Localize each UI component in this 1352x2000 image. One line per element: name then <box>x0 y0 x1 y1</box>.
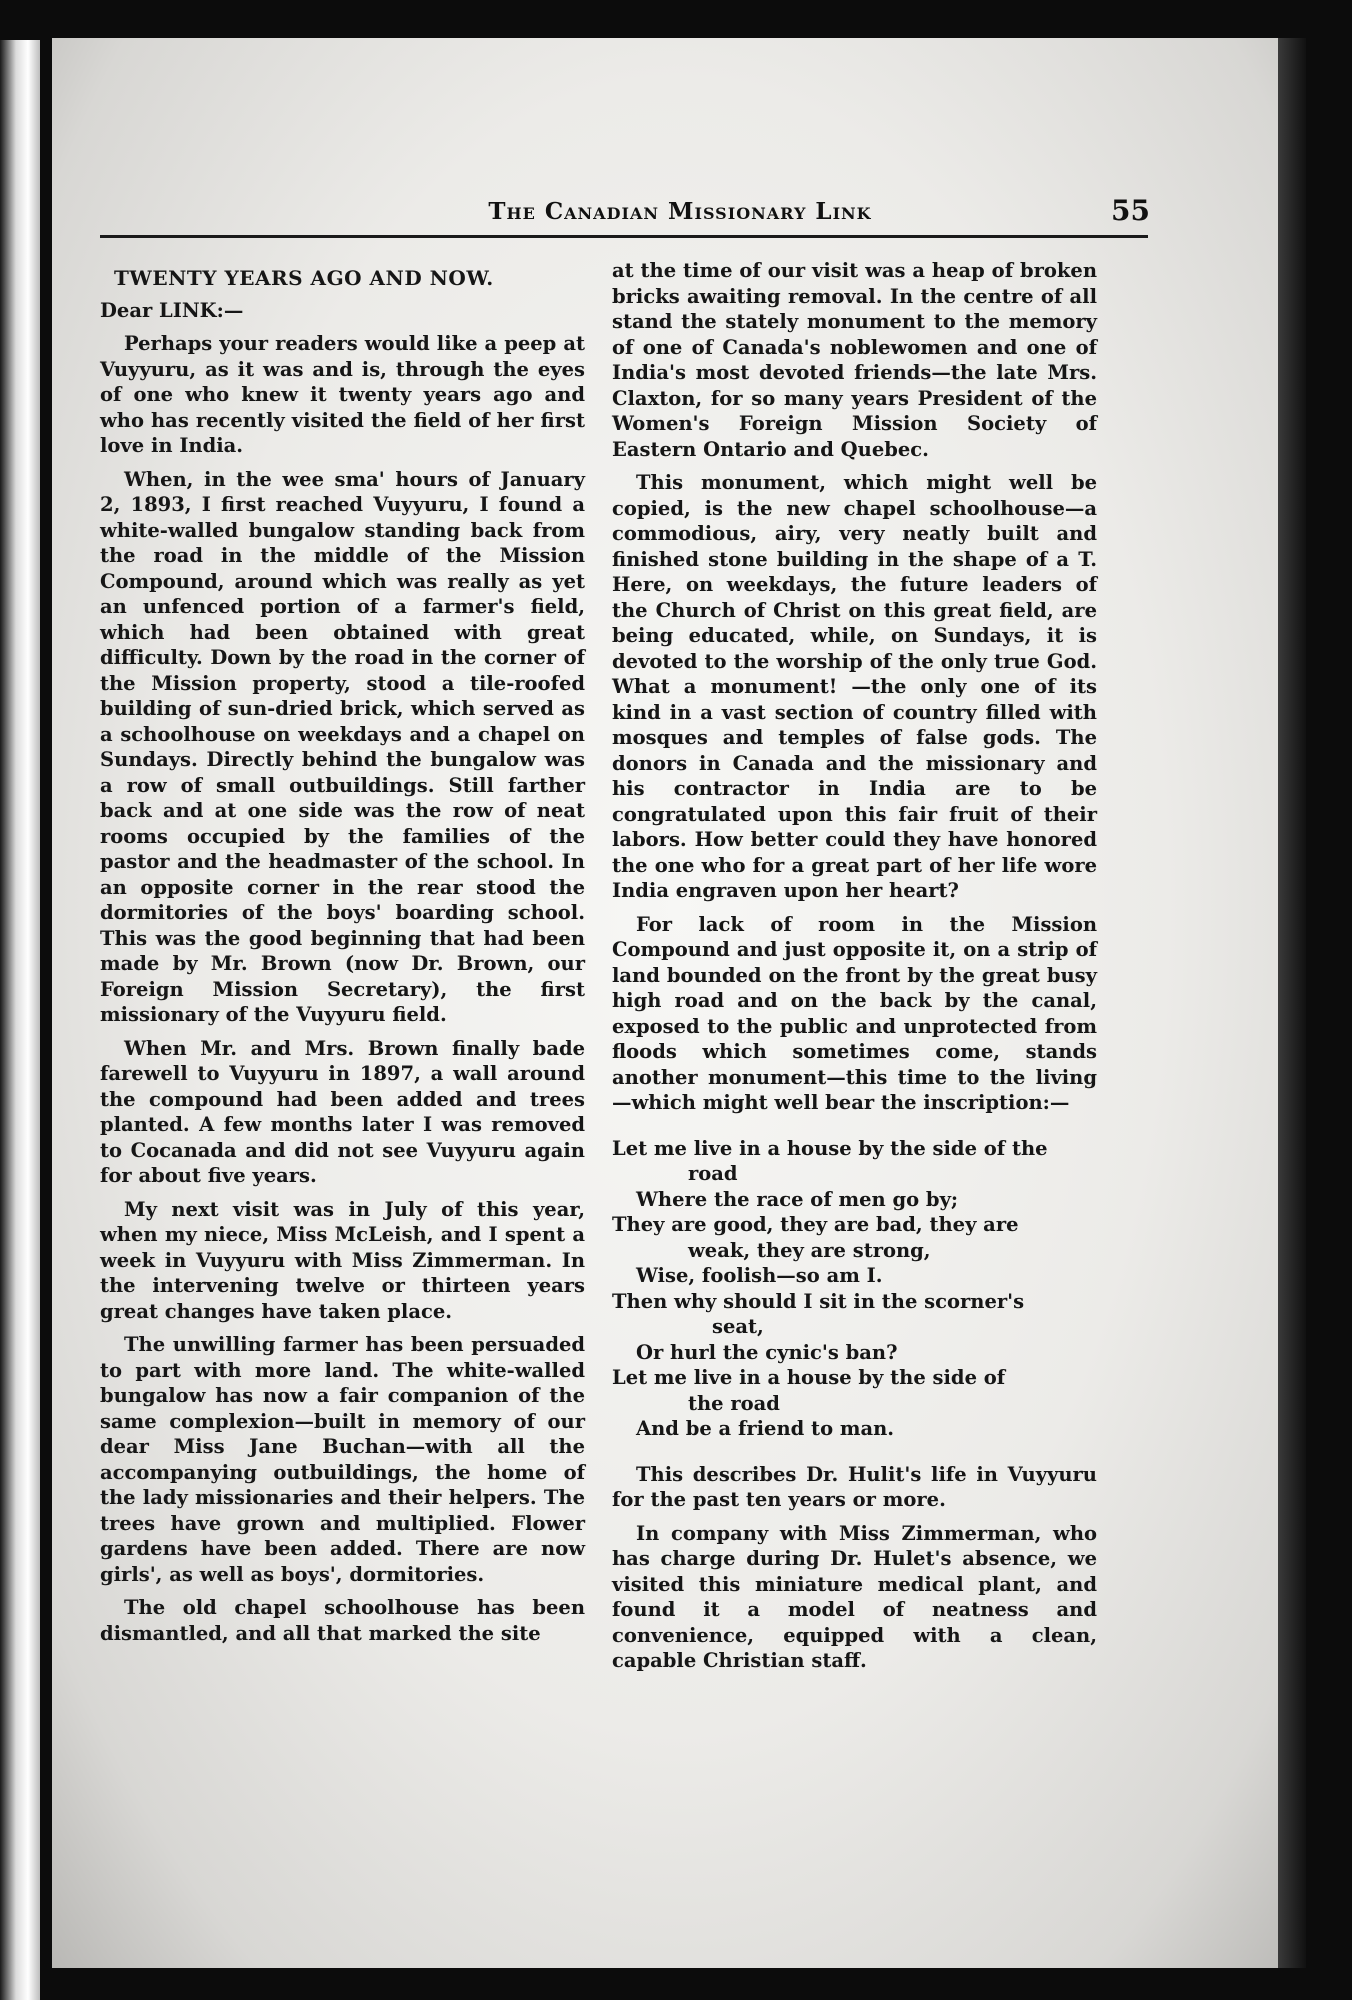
poem-line: They are good, they are bad, they are <box>612 1213 1019 1236</box>
article-heading: TWENTY YEARS AGO AND NOW. <box>114 266 494 290</box>
poem-line: seat, <box>712 1315 764 1338</box>
adjacent-page-edge <box>0 40 40 2000</box>
poem-line: And be a friend to man. <box>636 1417 895 1440</box>
right-column <box>612 258 1097 1682</box>
poem-line: Where the race of men go by; <box>636 1187 959 1211</box>
paragraph: My next visit was in July of this year, when my niece, Miss McLeish, and I spent a week in Vuyyuru with Miss Zimmerman. In the intervening twelve or thirteen years great changes have taken place. <box>100 1197 585 1323</box>
poem-line: weak, they are strong, <box>688 1238 931 1262</box>
left-column <box>100 258 585 1654</box>
poem-line: the road <box>688 1391 780 1415</box>
book-spine <box>1278 38 1306 1968</box>
page-header <box>100 150 1150 230</box>
paragraph: The old chapel schoolhouse has been dismantled, and all that marked the site <box>100 1596 585 1645</box>
poem-line: Let me live in a house by the side of the <box>612 1136 1048 1160</box>
poem-line: Let me live in a house by the side of <box>612 1366 1006 1389</box>
header-rule <box>100 235 1148 238</box>
page-number: 55 <box>1111 194 1150 227</box>
salutation: Dear LINK:— <box>100 298 244 322</box>
poem-line: Or hurl the cynic's ban? <box>636 1340 898 1364</box>
paragraph: at the time of our visit was a heap of broken bricks awaiting removal. In the centre of all stand the stately monument to the memory of one of Canada's noblewomen and one of India's most devoted friends—the late Mrs. Claxton, for so many years President of the Women's Foreign Mission Society of Eastern Ontario and Quebec. <box>612 259 1097 461</box>
paragraph: When Mr. and Mrs. Brown finally bade farewell to Vuyyuru in 1897, a wall around the compound had been added and trees planted. A few months later I was removed to Cocanada and did not see Vuyyuru again for about five years. <box>100 1036 585 1187</box>
paragraph: The unwilling farmer has been persuaded to part with more land. The white-walled bungalow has now a fair companion of the same complexion—built in memory of our dear Miss Jane Buchan—with all the accompanying outbuildings, the home of the lady missionaries and their helpers. The trees have grown and multiplied. Flower gardens have been added. There are now girls', as well as boys', dormitories. <box>100 1333 585 1586</box>
paragraph: In company with Miss Zimmerman, who has charge during Dr. Hulet's absence, we visited this miniature medical plant, and found it a model of neatness and convenience, equipped with a clean, capable Christian staff. <box>612 1521 1097 1672</box>
running-head: The Canadian Missionary Link <box>488 198 872 225</box>
poem-line: road <box>688 1162 738 1185</box>
paragraph: This describes Dr. Hulit's life in Vuyyuru for the past ten years or more. <box>612 1462 1097 1511</box>
poem-line: Then why should I sit in the scorner's <box>612 1289 1025 1313</box>
paragraph: Perhaps your readers would like a peep at Vuyyuru, as it was and is, through the eyes of one who knew it twenty years ago and who has recently visited the field of her first love in India. <box>100 332 585 457</box>
paragraph: When, in the wee sma' hours of January 2, 1893, I first reached Vuyyuru, I found a white-walled bungalow standing back from the road in the middle of the Mission Compound, around which was really as yet an unfenced portion of a farmer's field, which had been obtained with great difficulty. Down by the road in the corner of the Mission property, stood a tile-roofed building of sun-dried brick, which served as a schoolhouse on weekdays and a chapel on Sundays. Directly behind the bungalow was a row of small outbuildings. Still farther back and at one side was the row of neat rooms occupied by the families of the pastor and the headmaster of the school. In an opposite corner in the rear stood the dormitories of the boys' boarding school. This was the good beginning that had been made by Mr. Brown (now Dr. Brown, our Foreign Mission Secretary), the first missionary of the Vuyyuru field. <box>100 467 585 1026</box>
paragraph: This monument, which might well be copied, is the new chapel schoolhouse—a commodious, airy, very neatly built and finished stone building in the shape of a T. Here, on weekdays, the future leaders of the Church of Christ on this great field, are being educated, while, on Sundays, it is devoted to the worship of the only true God. What a monument! —the only one of its kind in a vast section of country filled with mosques and temples of false gods. The donors in Canada and the missionary and his contractor in India are to be congratulated upon this fair fruit of their labors. How better could they have honored the one who for a great part of her life wore India engraven upon her heart? <box>612 471 1097 902</box>
paragraph: For lack of room in the Mission Compound and just opposite it, on a strip of land bounded on the front by the great busy high road and on the back by the canal, exposed to the public and unprotected from floods which sometimes come, stands another monument—this time to the living—which might well bear the inscription:— <box>612 912 1097 1114</box>
poem-line: Wise, foolish—so am I. <box>636 1264 883 1287</box>
poem <box>612 1136 1097 1442</box>
